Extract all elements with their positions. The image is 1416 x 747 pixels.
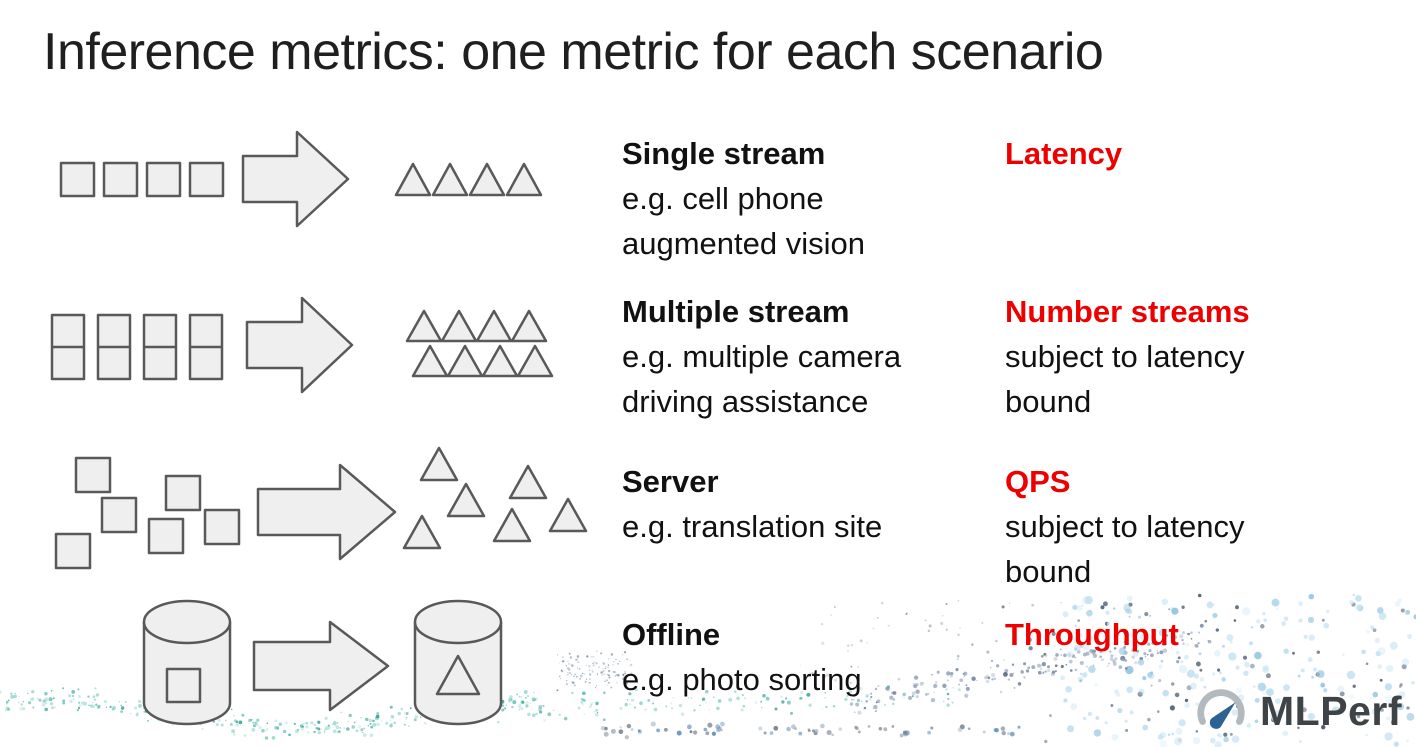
metric-name: Latency xyxy=(1005,136,1123,171)
metric-name: QPS xyxy=(1005,464,1071,499)
scenario-desc-single-stream xyxy=(622,131,1002,266)
scenario-name: Multiple stream xyxy=(622,294,850,329)
scenario-metric-single-stream xyxy=(1005,131,1405,176)
result-triangle-icon xyxy=(507,164,541,195)
arrow-icon xyxy=(247,298,352,392)
scenario-name: Offline xyxy=(622,617,721,652)
stacked-triangles-icon xyxy=(407,311,552,376)
mlperf-logo-text: MLPerf xyxy=(1260,687,1402,734)
scenario-example: augmented vision xyxy=(622,226,865,261)
metric-name: Number streams xyxy=(1005,294,1250,329)
scenario-example: e.g. multiple camera xyxy=(622,339,902,374)
single-stream-diagram xyxy=(0,120,610,250)
scattered-squares-icon xyxy=(56,458,239,568)
query-square-icon xyxy=(167,669,200,702)
server-diagram xyxy=(0,440,610,600)
scenario-example: e.g. translation site xyxy=(622,509,883,544)
scenario-metric-multiple-stream xyxy=(1005,289,1405,424)
metric-detail: subject to latency xyxy=(1005,339,1245,374)
metric-detail: subject to latency xyxy=(1005,509,1245,544)
scenario-desc-server xyxy=(622,459,1002,549)
multiple-stream-diagram xyxy=(0,280,610,415)
result-triangle-icon xyxy=(433,164,467,195)
page-title: Inference metrics: one metric for each scenario xyxy=(43,23,1104,81)
arrow-icon xyxy=(243,132,348,226)
result-triangle-icon xyxy=(396,164,430,195)
query-square-icon xyxy=(104,163,137,196)
query-square-icon xyxy=(147,163,180,196)
arrow-icon xyxy=(258,465,395,559)
database-cylinder-icon xyxy=(415,601,501,724)
metric-name: Throughput xyxy=(1005,617,1179,652)
offline-diagram xyxy=(0,595,610,747)
mlperf-logo xyxy=(1192,687,1402,735)
metric-detail: bound xyxy=(1005,384,1092,419)
scenario-desc-offline xyxy=(622,612,1002,702)
scattered-triangles-icon xyxy=(404,448,586,548)
scenario-name: Server xyxy=(622,464,719,499)
database-cylinder-icon xyxy=(144,601,230,724)
scenario-example: driving assistance xyxy=(622,384,869,419)
result-triangle-icon xyxy=(470,164,504,195)
query-square-icon xyxy=(61,163,94,196)
scenario-desc-multiple-stream xyxy=(622,289,1002,424)
scenario-metric-offline xyxy=(1005,612,1405,657)
query-square-icon xyxy=(190,163,223,196)
scenario-example: e.g. photo sorting xyxy=(622,662,862,697)
metric-detail: bound xyxy=(1005,554,1092,589)
scenario-example: e.g. cell phone xyxy=(622,181,824,216)
scenario-metric-server xyxy=(1005,459,1405,594)
scenario-name: Single stream xyxy=(622,136,826,171)
speedometer-icon xyxy=(1192,687,1250,735)
arrow-icon xyxy=(254,622,388,710)
stacked-squares-icon xyxy=(52,315,222,379)
